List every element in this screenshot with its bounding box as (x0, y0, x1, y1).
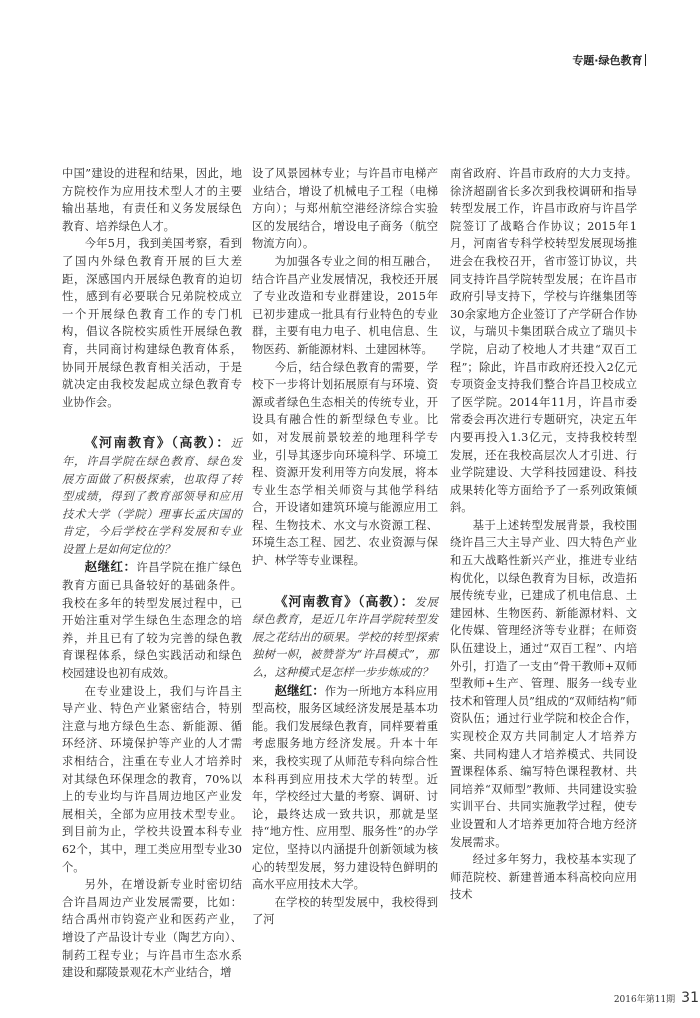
column-right (450, 165, 637, 904)
paragraph: 为加强各专业之间的相互融合，结合许昌产业发展情况，我校还开展了专业改造和专业群建设，2015年已初步建成一批具有行业特色的专业群，主要有电力电子、机电信息、生物医药、新能源材料、土建园林等。 (252, 254, 438, 356)
question-text: 发展绿色教育，是近几年许昌学院转型发展之花结出的硕果。学校的转型探索独树一帜，被赞誉为“许昌模式”，那么，这种模式是怎样一步步炼成的？ (252, 595, 438, 680)
paragraph: 在专业建设上，我们与许昌主导产业、特色产业紧密结合，特别注意与地方绿色生态、新能源、循环经济、环境保护等产业的人才需求相结合，注重在专业人才培养时对其绿色环保理念的教育，70%以上的专业均与许昌周边地区产业发展相关，全部为应用技术型专业。到目前为止，学校共设置本科专业62个，其中，理工类应用型专业30个。 (62, 684, 242, 874)
question-text: 近年，许昌学院在绿色教育、绿色发展方面做了积极探索，也取得了转型成绩，得到了教育部领导和应用技术大学（学院）理事长孟庆国的肯定，今后学校在学科发展和专业设置上是如何定位的？ (62, 437, 242, 556)
paragraph: 经过多年努力，我校基本实现了师范院校、新建普通本科高校向应用技术 (450, 853, 637, 902)
column-middle (252, 165, 438, 929)
questioner-label: 《河南教育》（高教）： (274, 594, 415, 610)
paragraph: 基于上述转型发展背景，我校围绕许昌三大主导产业、四大特色产业和五大战略性新兴产业，推进专业结构优化，以绿色教育为目标，改造拓展传统专业，已建成了机电信息、土建园林、生物医药、新能源材料、文化传媒、管理经济等专业群；在师资队伍建设上，通过“双百工程”、内培外引，打造了一支由“骨干教师+双师型教师+生产、管理、服务一线专业技术和管理人员”组成的“双师结构”师资队伍；通过行业学院和校企合作，实现校企双方共同制定人才培养方案、共同构建人才培养模式、共同设置课程体系、编写特色课程教材、共同培养“双师型”教师、共同建设实验实训平台、共同实施教学过程，使专业设置和人才培养更加符合地方经济发展需求。 (450, 518, 637, 849)
header-divider (645, 54, 647, 66)
paragraph: 中国”建设的进程和结果，因此，地方院校作为应用技术型人才的主要输出基地，有责任和义务发展绿色教育、培养绿色人才。 (62, 167, 242, 233)
page-footer (62, 982, 699, 1018)
answer-text: 作为一所地方本科应用型高校，服务区域经济发展是基本功能。我们发展绿色教育，同样要着重考虑服务地方经济发展。升本十年来，我校实现了从师范专科向综合性本科再到应用技术大学的转型。近年，学校经过大量的考察、调研、讨论，最终达成一致共识，那就是坚持“地方性、应用型、服务性”的办学定位，坚持以内涵提升创新领域为核心的转型发展，努力建设特色鲜明的高水平应用技术大学。 (252, 684, 438, 892)
paragraph: 另外，在增设新专业时密切结合许昌周边产业发展需要，比如：结合禹州市钧瓷产业和医药产业，增设了产品设计专业（陶艺方向）、制药工程专业；与许昌市生态水系建设和鄢陵景观花木产业结合，增 (62, 878, 242, 980)
interview-answer (62, 558, 242, 682)
answerer-label: 赵继红： (84, 559, 137, 575)
interview-question (252, 594, 438, 682)
interview-answer (252, 682, 438, 894)
paragraph: 南省政府、许昌市政府的大力支持。徐济超副省长多次到我校调研和指导转型发展工作，许昌市政府与许昌学院签订了战略合作协议；2015年1月，河南省专科学校转型发展现场推进会在我校召开，省市签订协议，共同支持许昌学院转型发展；在许昌市政府引导支持下，学校与许继集团等30余家地方企业签订了产学研合作协议，与瑞贝卡集团联合成立了瑞贝卡学院，启动了校地人才共建“双百工程”；除此，许昌市政府还投入2亿元专项资金支持我们整合许昌卫校成立了医学院。2014年11月，许昌市委常委会再次进行专题研究，决定五年内要再投入1.3亿元，支持我校转型发展，还在我校高层次人才引进、行业学院建设、大学科技园建设、科技成果转化等方面给予了一系列政策倾斜。 (450, 167, 637, 515)
paragraph: 在学校的转型发展中，我校得到了河 (252, 895, 438, 927)
issue-label: 2016年第11期 (613, 994, 676, 1005)
paragraph: 今后，结合绿色教育的需要，学校下一步将计划拓展原有与环境、资源或者绿色生态相关的传统专业，开设具有融合性的新型绿色专业。比如，对发展前景较差的地理科学专业，引导其逐步向环境科学、环境工程、资源开发利用等方向发展，将本专业生态学相关师资与其他学科结合，开设诸如建筑环境与能源应用工程、生物技术、水文与水资源工程、环境生态工程、园艺、农业资源与保护、林学等专业课程。 (252, 360, 438, 568)
column-left (62, 165, 242, 982)
page-number: 31 (681, 989, 699, 1006)
interview-question (62, 435, 242, 558)
paragraph: 今年5月，我到美国考察，看到了国内外绿色教育开展的巨大差距，深感国内开展绿色教育的迫切性，感到有必要联合兄弟院校成立一个开展绿色教育工作的专门机构，倡议各院校实质性开展绿色教育，共同商讨构建绿色教育体系，协同开展绿色教育相关活动，于是就决定由我校发起成立绿色教育专业协作会。 (62, 237, 242, 409)
paragraph: 设了风景园林专业；与许昌市电梯产业结合，增设了机械电子工程（电梯方向）；与郑州航空港经济综合实验区的发展结合，增设电子商务（航空物流方向）。 (252, 167, 438, 251)
questioner-label: 《河南教育》（高教）： (84, 436, 231, 452)
answer-text: 许昌学院在推广绿色教育方面已具备较好的基础条件。我校在多年的转型发展过程中，已开始注重对学生绿色生态理念的培养，并且已有了较为完善的绿色教育课程体系，绿色实践活动和绿色校园建设也初有成效。 (62, 561, 242, 681)
section-title: 专题·绿色教育 (572, 54, 643, 67)
answerer-label: 赵继红： (274, 682, 325, 698)
section-header (572, 52, 646, 68)
